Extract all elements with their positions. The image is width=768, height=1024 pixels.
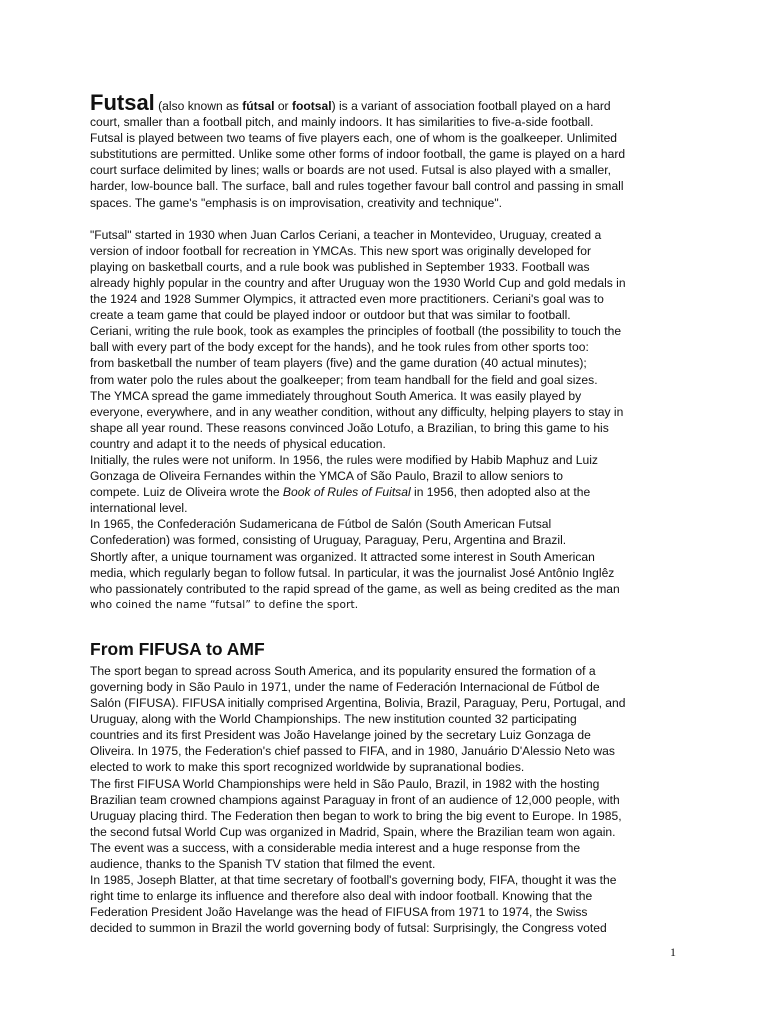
text-line: country and adapt it to the needs of physical education. [90, 436, 386, 451]
text-line: who passionately contributed to the rapid spread of the game, as well as being credited as the man [90, 581, 620, 596]
intro-first-line: Futsal (also known as fútsal or footsal) is a variant of association football played on a hard [90, 90, 611, 115]
text-line: Federation President João Havelange was the head of FIFUSA from 1971 to 1974, the Swiss [90, 905, 588, 920]
intro-paragraph [90, 92, 680, 211]
text-line: countries and its first President was João Havelange joined by the secretary Luiz Gonzaga de [90, 728, 591, 743]
fifusa-paragraph [90, 663, 680, 937]
text-line: create a team game that could be played indoor or outdoor but that was similar to football. [90, 308, 571, 323]
text-line: Oliveira. In 1975, the Federation's chief passed to FIFA, and in 1980, Januário D'Alessio Neto was [90, 744, 615, 759]
text-line: The first FIFUSA World Championships were held in São Paulo, Brazil, in 1982 with the hosting [90, 776, 600, 791]
text-line: everyone, everywhere, and in any weather condition, without any difficulty, helping players to stay in [90, 404, 624, 419]
paragraph-gap [90, 211, 680, 227]
text-line: In 1965, the Confederación Sudamericana de Fútbol de Salón (South American Futsal [90, 517, 552, 532]
text-line: spaces. The game's "emphasis is on improvisation, creativity and technique". [90, 195, 502, 210]
text-line: The event was a success, with a considerable media interest and a huge response from the [90, 840, 581, 855]
text-line: from water polo the rules about the goalkeeper; from team handball for the field and goal sizes. [90, 372, 598, 387]
section-heading: From FIFUSA to AMF [90, 638, 265, 659]
text-line: right time to enlarge its influence and therefore also deal with indoor football. Knowing that the [90, 889, 593, 904]
text-line: The sport began to spread across South America, and its popularity ensured the formation of a [90, 663, 596, 678]
text-line: court surface delimited by lines; walls or boards are not used. Futsal is also played with a smaller, [90, 163, 611, 178]
text-line: decided to summon in Brazil the world governing body of futsal: Surprisingly, the Congress voted [90, 921, 607, 936]
text-line: "Futsal" started in 1930 when Juan Carlos Ceriani, a teacher in Montevideo, Uruguay, created a [90, 227, 602, 242]
text-line: international level. [90, 501, 188, 516]
text-line: elected to work to make this sport recognized worldwide by supranational bodies. [90, 760, 525, 775]
book-title: Book of Rules of Fuitsal [282, 485, 411, 500]
history-paragraph [90, 227, 680, 613]
text-line: Salón (FIFUSA). FIFUSA initially comprised Argentina, Bolivia, Brazil, Paraguay, Peru, Portugal, and [90, 696, 626, 711]
text-line: Uruguay placing third. The Federation then began to work to bring the big event to Europe. In 1985, [90, 808, 622, 823]
text-line: the second futsal World Cup was organized in Madrid, Spain, where the Brazilian team won again. [90, 824, 616, 839]
book-title-line: compete. Luiz de Oliveira wrote the Book of Rules of Fuitsal in 1956, then adopted also at the [90, 485, 591, 500]
page-number: 1 [670, 945, 676, 959]
text-line: In 1985, Joseph Blatter, at that time secretary of football's governing body, FIFA, thought it was the [90, 873, 617, 888]
text-line: Brazilian team crowned champions against Paraguay in front of an audience of 12,000 people, with [90, 792, 620, 807]
text-line: harder, low-bounce ball. The surface, ball and rules together favour ball control and passing in small [90, 179, 624, 194]
text-line: Uruguay, along with the World Championships. The new institution counted 32 participating [90, 712, 577, 727]
text-line: substitutions are permitted. Unlike some other forms of indoor football, the game is played on a hard [90, 147, 626, 162]
text-line: version of indoor football for recreation in YMCAs. This new sport was originally developed for [90, 243, 592, 258]
text-line: Confederation) was formed, consisting of Uruguay, Paraguay, Peru, Argentina and Brazil. [90, 533, 567, 548]
text-line: governing body in São Paulo in 1971, under the name of Federación Internacional de Fútbol de [90, 680, 600, 694]
text-line: Ceriani, writing the rule book, took as examples the principles of football (the possibility to touch the [90, 324, 622, 339]
text-line: who coined the name “futsal” to define the sport. [90, 598, 359, 611]
text-line: Futsal is played between two teams of five players each, one of whom is the goalkeeper. Unlimited [90, 131, 618, 146]
text-line: audience, thanks to the Spanish TV station that filmed the event. [90, 857, 436, 872]
text-line: the 1924 and 1928 Summer Olympics, it attracted even more practitioners. Ceriani's goal was to [90, 292, 604, 307]
document-page [90, 92, 680, 937]
document-title: Futsal [90, 90, 155, 115]
text-line: The YMCA spread the game immediately throughout South America. It was easily played by [90, 388, 582, 403]
text-line: playing on basketball courts, and a rule book was published in September 1933. Football was [90, 259, 590, 274]
text-line: Initially, the rules were not uniform. In 1956, the rules were modified by Habib Maphuz and Luiz [90, 452, 598, 467]
text-line: from basketball the number of team players (five) and the game duration (40 actual minutes); [90, 356, 587, 371]
text-line: already highly popular in the country and after Uruguay won the 1930 World Cup and gold medals in [90, 275, 626, 290]
text-line: Gonzaga de Oliveira Fernandes within the YMCA of São Paulo, Brazil to allow seniors to [90, 469, 564, 484]
text-line: court, smaller than a football pitch, and mainly indoors. It has similarities to five-a-side football. [90, 115, 594, 130]
text-line: Shortly after, a unique tournament was organized. It attracted some interest in South American [90, 549, 595, 564]
text-line: shape all year round. These reasons convinced João Lotufo, a Brazilian, to bring this game to his [90, 420, 609, 435]
text-line: ball with every part of the body except for the hands), and he took rules from other sports too: [90, 340, 589, 355]
text-line: media, which regularly began to follow futsal. In particular, it was the journalist José Antônio Inglêz [90, 565, 615, 580]
